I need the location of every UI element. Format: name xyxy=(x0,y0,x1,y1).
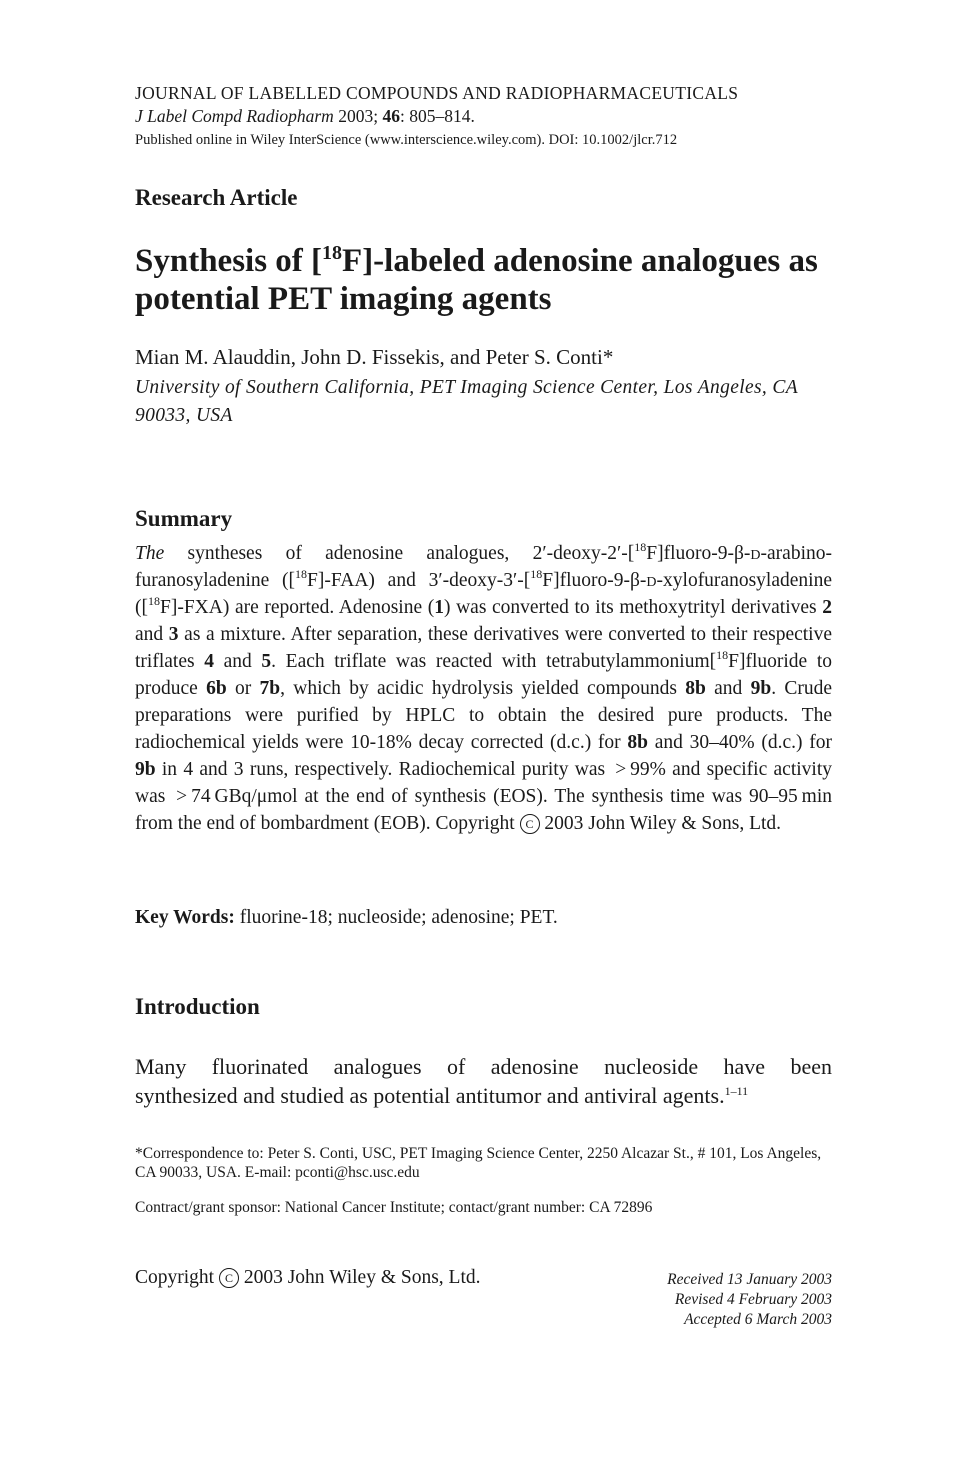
key-words-text: fluorine-18; nucleoside; adenosine; PET. xyxy=(234,907,558,928)
author-list: Mian M. Alauddin, John D. Fissekis, and Peter S. Conti* xyxy=(135,345,614,369)
article-title: Synthesis of [$^{18}$F]-labeled adenosine analogues as potential PET imaging agents xyxy=(135,242,818,317)
correspondence-footnote: *Correspondence to: Peter S. Conti, USC, PET Imaging Science Center, 2250 Alcazar St., # 101, Los Angeles, CA 90033, USA. E-mail: pconti@hsc.usc.edu xyxy=(135,1145,822,1181)
title-isotope: 18 xyxy=(322,242,343,264)
introduction-heading: Introduction xyxy=(135,994,260,1019)
accepted-date: Accepted 6 March 2003 xyxy=(684,1311,832,1328)
affiliation: University of Southern California, PET Imaging Science Center, Los Angeles, CA 90033, USA xyxy=(135,377,798,426)
journal-citation xyxy=(135,106,475,127)
key-words xyxy=(135,907,558,929)
copyright-symbol-icon: C xyxy=(219,1268,239,1288)
summary-abstract: The syntheses of adenosine analogues, 2′-deoxy-2′-[$^{18}$F]fluoro-9-β-d-arabinofuranosyladenine ([$^{18}$F]-FAA) and 3′-deoxy-3′-[$^{18}$F]fluoro-9-β-d-xylofuranosyladenine ([$^{18}$F]-FXA) are reported. Adenosine (1) was converted to its methoxytrityl derivatives 2 and 3 as a mixture. After separation, these derivatives were converted to their respective triflates 4 and 5. Each triflate was reacted with tetrabutylammonium[$^{18}$F]fluoride to produce 6b or 7b, which by acidic hydrolysis yielded compounds 8b and 9b. Crude preparations were purified by HPLC to obtain the desired pure products. The radiochemical yields were 10-18% decay corrected (d.c.) for 8b and 30–40% (d.c.) for 9b in 4 and 3 runs, respectively. Radiochemical purity was > 99% and specific activity was > 74 GBq/μmol at the end of synthesis (EOS). The synthesis time was 90–95 min from the end of bombardment (EOB). Copyright C 2003 John Wiley & Sons, Ltd. xyxy=(135,540,833,834)
copyright-notice: Copyright C 2003 John Wiley & Sons, Ltd. xyxy=(135,1267,481,1288)
grant-footnote: Contract/grant sponsor: National Cancer Institute; contact/grant number: CA 72896 xyxy=(135,1199,653,1216)
published-online-line: Published online in Wiley InterScience (www.interscience.wiley.com). DOI: 10.1002/jlcr.712 xyxy=(135,132,678,148)
copyright-symbol-icon: C xyxy=(520,814,540,834)
article-type: Research Article xyxy=(135,185,298,210)
article-history-dates xyxy=(667,1270,832,1330)
summary-heading: Summary xyxy=(135,506,233,531)
journal-name: JOURNAL OF LABELLED COMPOUNDS AND RADIOPHARMACEUTICALS xyxy=(135,83,739,103)
intro-line-1: Many fluorinated analogues of adenosine nucleoside have been xyxy=(135,1054,832,1079)
citation-volume: 46 xyxy=(382,106,400,126)
citation-pages: : 805–814. xyxy=(399,106,475,126)
key-words-label: Key Words: xyxy=(135,907,235,928)
reference-citation: 1–11 xyxy=(724,1084,749,1098)
introduction-paragraph xyxy=(135,1052,832,1110)
received-date: Received 13 January 2003 xyxy=(667,1271,832,1288)
citation-journal: J Label Compd Radiopharm xyxy=(135,106,334,126)
revised-date: Revised 4 February 2003 xyxy=(674,1291,832,1308)
citation-year: 2003; xyxy=(338,106,379,126)
intro-line-2: synthesized and studied as potential antitumor and antiviral agents.$^{1-11}$ xyxy=(135,1083,749,1108)
